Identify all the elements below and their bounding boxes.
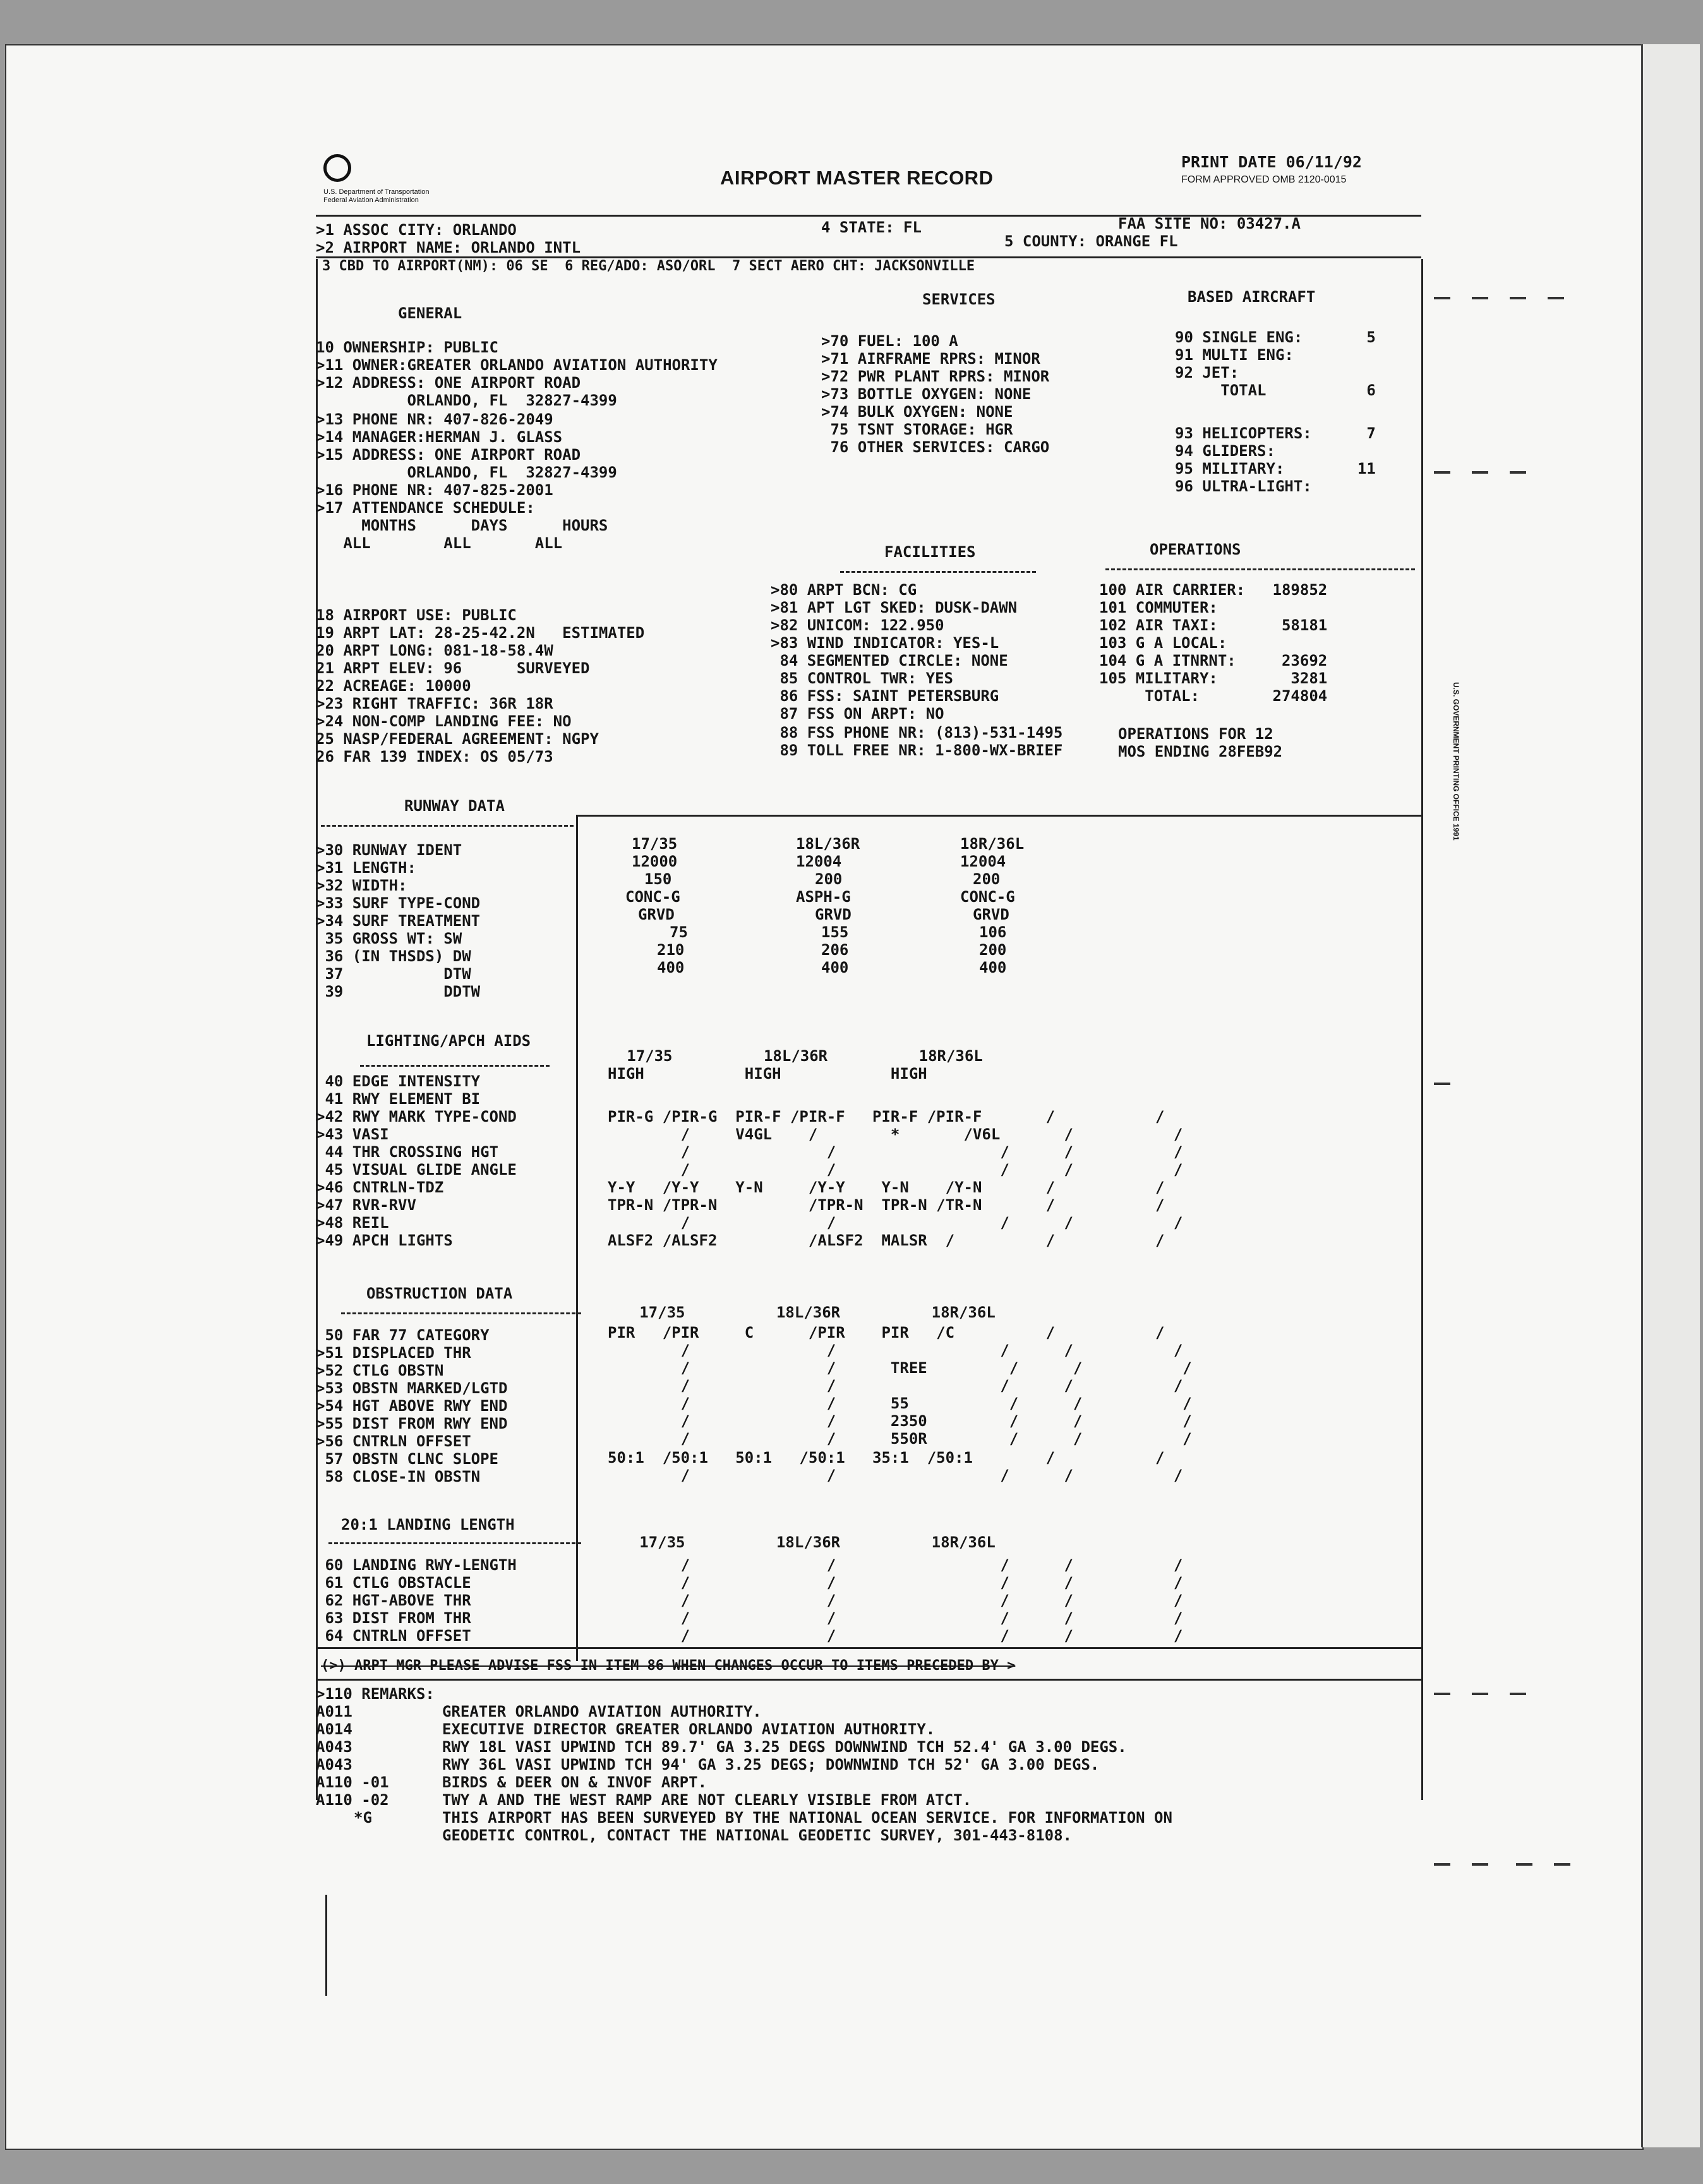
services-line: 76 OTHER SERVICES: CARGO	[821, 438, 1050, 456]
runway-table-left	[576, 815, 578, 1661]
services-line: >70 FUEL: 100 A	[821, 332, 958, 350]
runway-table-top	[576, 815, 1421, 817]
facilities-line: >83 WIND INDICATOR: YES-L	[771, 634, 999, 652]
print-date: PRINT DATE 06/11/92	[1181, 153, 1362, 171]
runway-label: 37 DTW	[316, 965, 471, 983]
runway-cell: GRVD	[638, 906, 675, 923]
runway-cell: 400	[821, 959, 849, 976]
scan-mark	[1434, 297, 1450, 299]
obstruction-row: / / / / /	[608, 1377, 1183, 1395]
general2-line: 20 ARPT LONG: 081-18-58.4W	[316, 642, 553, 659]
services-line: >73 BOTTLE OXYGEN: NONE	[821, 385, 1032, 403]
assoc-city: >1 ASSOC CITY: ORLANDO	[316, 221, 517, 239]
remark-text: BIRDS & DEER ON & INVOF ARPT.	[442, 1773, 707, 1791]
operations-underline	[1105, 568, 1415, 570]
scan-mark	[1434, 1863, 1450, 1866]
based-line: 93 HELICOPTERS: 7	[1175, 424, 1376, 442]
binder-edge	[1641, 44, 1700, 2147]
scan-mark	[1516, 1863, 1532, 1866]
services-heading: SERVICES	[922, 291, 996, 308]
operations-line: 104 G A ITNRNT: 23692	[1099, 652, 1328, 669]
remark-code: A011	[316, 1703, 352, 1720]
obstruction-row: / / / / /	[608, 1341, 1183, 1359]
landing-row: / / / / /	[608, 1574, 1183, 1592]
operations-line: 103 G A LOCAL:	[1099, 634, 1227, 652]
scan-mark	[1434, 471, 1450, 474]
scan-mark	[1510, 297, 1526, 299]
obstruction-label: >52 CTLG OBSTN	[316, 1362, 444, 1379]
obstruction-label: >53 OBSTN MARKED/LGTD	[316, 1379, 508, 1397]
scan-mark	[1472, 1863, 1488, 1866]
runway-cell: 106	[979, 923, 1007, 941]
runway-cell: 75	[670, 923, 688, 941]
runway-cell: 12004	[796, 853, 842, 870]
obstruction-column-heads: 17/35 18L/36R 18R/36L	[594, 1304, 996, 1321]
printing-office-note: U.S. GOVERNMENT PRINTING OFFICE 1991	[1452, 682, 1460, 841]
scan-mark	[1510, 1693, 1526, 1695]
obstruction-row: / / 55 / / /	[608, 1395, 1192, 1412]
landing-underline	[328, 1542, 581, 1544]
runway-label: >30 RUNWAY IDENT	[316, 841, 462, 859]
obstruction-row: / / / / /	[608, 1467, 1183, 1484]
lighting-row: / / / / /	[608, 1161, 1183, 1179]
operations-line: 101 COMMUTER:	[1099, 599, 1218, 616]
bottom-left-rule	[325, 1895, 327, 1996]
general-line: >12 ADDRESS: ONE AIRPORT ROAD	[316, 374, 581, 392]
landing-heading: 20:1 LANDING LENGTH	[341, 1516, 515, 1533]
general2-line: 21 ARPT ELEV: 96 SURVEYED	[316, 659, 590, 677]
facilities-line: >81 APT LGT SKED: DUSK-DAWN	[771, 599, 1018, 616]
services-line: >72 PWR PLANT RPRS: MINOR	[821, 368, 1050, 385]
runway-label: 35 GROSS WT: SW	[316, 930, 462, 947]
runway-cell: 17/35	[632, 835, 678, 853]
runway-cell: 210	[657, 941, 685, 959]
operations-heading: OPERATIONS	[1150, 541, 1241, 558]
services-line: 75 TSNT STORAGE: HGR	[821, 421, 1013, 438]
obstruction-row: / / TREE / / /	[608, 1359, 1192, 1377]
runway-cell: 200	[979, 941, 1007, 959]
runway-cell: GRVD	[815, 906, 852, 923]
based-line: 96 ULTRA-LIGHT:	[1175, 477, 1312, 495]
general-line: MONTHS DAYS HOURS	[316, 517, 608, 534]
runway-cell: CONC-G	[625, 888, 680, 906]
remark-code: A043	[316, 1738, 352, 1756]
based-aircraft-heading: BASED AIRCRAFT	[1188, 288, 1316, 306]
scan-mark	[1434, 1083, 1450, 1085]
notice-divider-bottom	[316, 1679, 1421, 1681]
faa-site-number: FAA SITE NO: 03427.A	[1118, 215, 1301, 232]
remark-code: A043	[316, 1756, 352, 1773]
facilities-line: 84 SEGMENTED CIRCLE: NONE	[771, 652, 1008, 669]
form-title: AIRPORT MASTER RECORD	[720, 167, 994, 189]
obstruction-label: >55 DIST FROM RWY END	[316, 1415, 508, 1432]
operations-line: MOS ENDING 28FEB92	[1118, 743, 1283, 760]
state: 4 STATE: FL	[821, 219, 922, 236]
remark-text: THIS AIRPORT HAS BEEN SURVEYED BY THE NATIONAL OCEAN SERVICE. FOR INFORMATION ON	[442, 1809, 1172, 1827]
obstruction-row: / / 550R / / /	[608, 1430, 1192, 1448]
general-line: >17 ATTENDANCE SCHEDULE:	[316, 499, 535, 517]
facilities-heading: FACILITIES	[884, 543, 976, 561]
runway-cell: 200	[973, 870, 1001, 888]
obstruction-label: 58 CLOSE-IN OBSTN	[316, 1468, 481, 1485]
runway-label: 39 DDTW	[316, 983, 481, 1000]
runway-cell: 200	[815, 870, 843, 888]
runway-label: >31 LENGTH:	[316, 859, 416, 877]
landing-row: / / / / /	[608, 1627, 1183, 1645]
lighting-underline	[360, 1065, 550, 1067]
facilities-line: 86 FSS: SAINT PETERSBURG	[771, 687, 999, 705]
notice-divider-top	[316, 1647, 1421, 1649]
obstruction-label: >54 HGT ABOVE RWY END	[316, 1397, 508, 1415]
facilities-line: 88 FSS PHONE NR: (813)-531-1495	[771, 724, 1063, 741]
scan-mark	[1554, 1863, 1570, 1866]
county: 5 COUNTY: ORANGE FL	[1004, 232, 1178, 250]
landing-label: 60 LANDING RWY-LENGTH	[316, 1556, 517, 1574]
frame-right	[1421, 259, 1423, 1800]
lighting-label: >43 VASI	[316, 1125, 389, 1143]
obstruction-row: / / 2350 / / /	[608, 1412, 1192, 1430]
remark-text: TWY A AND THE WEST RAMP ARE NOT CLEARLY VISIBLE FROM ATCT.	[442, 1791, 972, 1809]
remark-code: A014	[316, 1720, 352, 1738]
form-header	[316, 139, 1421, 217]
airport-master-record-form	[316, 139, 1428, 2002]
runway-label: >34 SURF TREATMENT	[316, 912, 481, 930]
runway-cell: 12000	[632, 853, 678, 870]
based-line: 90 SINGLE ENG: 5	[1175, 328, 1376, 346]
scan-mark	[1548, 297, 1564, 299]
lighting-label: >49 APCH LIGHTS	[316, 1232, 453, 1249]
remarks-heading: >110 REMARKS:	[316, 1685, 435, 1703]
based-line: 91 MULTI ENG:	[1175, 346, 1294, 364]
cbd-line: 3 CBD TO AIRPORT(NM): 06 SE 6 REG/ADO: ASO/ORL 7 SECT AERO CHT: JACKSONVILLE	[322, 258, 975, 274]
obstruction-label: 57 OBSTN CLNC SLOPE	[316, 1450, 498, 1468]
runway-cell: 12004	[960, 853, 1006, 870]
airport-name: >2 AIRPORT NAME: ORLANDO INTL	[316, 239, 581, 256]
runway-cell: 150	[644, 870, 672, 888]
scan-mark	[1472, 1693, 1488, 1695]
runway-cell: 206	[821, 941, 849, 959]
runway-cell: 18L/36R	[796, 835, 860, 853]
lighting-column-heads: 17/35 18L/36R 18R/36L	[581, 1047, 983, 1065]
general-line: ALL ALL ALL	[316, 534, 563, 552]
scan-mark	[1510, 471, 1526, 474]
based-line: 92 JET:	[1175, 364, 1239, 381]
based-line: TOTAL 6	[1175, 381, 1376, 399]
based-line: 95 MILITARY: 11	[1175, 460, 1376, 477]
remark-text: GREATER ORLANDO AVIATION AUTHORITY.	[442, 1703, 762, 1720]
general-line: >11 OWNER:GREATER ORLANDO AVIATION AUTHORITY	[316, 356, 718, 374]
lighting-row: HIGH HIGH HIGH	[608, 1065, 927, 1083]
general2-line: 18 AIRPORT USE: PUBLIC	[316, 606, 517, 624]
based-line: 94 GLIDERS:	[1175, 442, 1275, 460]
general2-line: 25 NASP/FEDERAL AGREEMENT: NGPY	[316, 730, 599, 748]
form-approved: FORM APPROVED OMB 2120-0015	[1181, 174, 1347, 185]
services-line: >71 AIRFRAME RPRS: MINOR	[821, 350, 1040, 368]
lighting-row: / / / / /	[608, 1214, 1183, 1232]
facilities-line: 89 TOLL FREE NR: 1-800-WX-BRIEF	[771, 741, 1063, 759]
lighting-label: 41 RWY ELEMENT BI	[316, 1090, 481, 1108]
facilities-line: >82 UNICOM: 122.950	[771, 616, 944, 634]
general2-line: >24 NON-COMP LANDING FEE: NO	[316, 712, 572, 730]
lighting-label: 40 EDGE INTENSITY	[316, 1072, 481, 1090]
general2-line: 26 FAR 139 INDEX: OS 05/73	[316, 748, 553, 765]
manager-notice: (>) ARPT MGR PLEASE ADVISE FSS IN ITEM 86 WHEN CHANGES OCCUR TO ITEMS PRECEDED BY >	[321, 1658, 1016, 1674]
remark-text: EXECUTIVE DIRECTOR GREATER ORLANDO AVIATION AUTHORITY.	[442, 1720, 936, 1738]
remark-code: A110 -01	[316, 1773, 389, 1791]
general-line: >15 ADDRESS: ONE AIRPORT ROAD	[316, 446, 581, 464]
general2-line: >23 RIGHT TRAFFIC: 36R 18R	[316, 695, 553, 712]
operations-line: TOTAL: 274804	[1099, 687, 1328, 705]
agency-name: U.S. Department of Transportation Federal Aviation Administration	[323, 188, 430, 204]
runway-cell: ASPH-G	[796, 888, 851, 906]
lighting-label: 45 VISUAL GLIDE ANGLE	[316, 1161, 517, 1179]
operations-line: 100 AIR CARRIER: 189852	[1099, 581, 1328, 599]
facilities-line: 87 FSS ON ARPT: NO	[771, 705, 944, 723]
general-heading: GENERAL	[398, 304, 462, 322]
obstruction-label: 50 FAR 77 CATEGORY	[316, 1326, 490, 1344]
lighting-row: Y-Y /Y-Y Y-N /Y-Y Y-N /Y-N / /	[608, 1179, 1165, 1196]
lighting-label: >48 REIL	[316, 1214, 389, 1232]
remark-text: RWY 36L VASI UPWIND TCH 94' GA 3.25 DEGS; DOWNWIND TCH 52' GA 3.00 DEGS.	[442, 1756, 1100, 1773]
runway-underline	[321, 825, 574, 827]
landing-row: / / / / /	[608, 1556, 1183, 1574]
landing-row: / / / / /	[608, 1609, 1183, 1627]
facilities-underline	[840, 571, 1036, 573]
lighting-row: PIR-G /PIR-G PIR-F /PIR-F PIR-F /PIR-F / /	[608, 1108, 1165, 1125]
runway-cell: GRVD	[973, 906, 1009, 923]
landing-label: 62 HGT-ABOVE THR	[316, 1592, 471, 1609]
landing-label: 61 CTLG OBSTACLE	[316, 1574, 471, 1592]
facilities-line: 85 CONTROL TWR: YES	[771, 669, 953, 687]
lighting-row: ALSF2 /ALSF2 /ALSF2 MALSR / / /	[608, 1232, 1165, 1249]
runway-label: >32 WIDTH:	[316, 877, 407, 894]
general2-line: 22 ACREAGE: 10000	[316, 677, 471, 695]
obstruction-heading: OBSTRUCTION DATA	[366, 1285, 513, 1302]
general-line: 10 OWNERSHIP: PUBLIC	[316, 339, 498, 356]
remark-text: GEODETIC CONTROL, CONTACT THE NATIONAL GEODETIC SURVEY, 301-443-8108.	[442, 1827, 1072, 1844]
general-line: >14 MANAGER:HERMAN J. GLASS	[316, 428, 563, 446]
landing-column-heads: 17/35 18L/36R 18R/36L	[594, 1533, 996, 1551]
operations-line: 105 MILITARY: 3281	[1099, 669, 1328, 687]
general2-line: 19 ARPT LAT: 28-25-42.2N ESTIMATED	[316, 624, 645, 642]
obstruction-label: >56 CNTRLN OFFSET	[316, 1432, 471, 1450]
remark-code: *G	[354, 1809, 372, 1827]
lighting-label: >46 CNTRLN-TDZ	[316, 1179, 444, 1196]
lighting-row: / / / / /	[608, 1143, 1183, 1161]
runway-cell: 400	[657, 959, 685, 976]
general-line: ORLANDO, FL 32827-4399	[316, 464, 617, 481]
scan-mark	[1472, 471, 1488, 474]
general-line: ORLANDO, FL 32827-4399	[316, 392, 617, 409]
operations-line: 102 AIR TAXI: 58181	[1099, 616, 1328, 634]
operations-line: OPERATIONS FOR 12	[1118, 725, 1273, 743]
runway-cell: 155	[821, 923, 849, 941]
obstruction-label: >51 DISPLACED THR	[316, 1344, 471, 1362]
remark-code: A110 -02	[316, 1791, 389, 1809]
runway-label: 36 (IN THSDS) DW	[316, 947, 471, 965]
obstruction-row: 50:1 /50:1 50:1 /50:1 35:1 /50:1 / /	[608, 1449, 1165, 1467]
landing-row: / / / / /	[608, 1592, 1183, 1609]
lighting-label: 44 THR CROSSING HGT	[316, 1143, 498, 1161]
runway-cell: 18R/36L	[960, 835, 1025, 853]
scan-mark	[1434, 1693, 1450, 1695]
dot-logo-icon	[323, 154, 351, 182]
obstruction-underline	[341, 1312, 581, 1314]
remark-text: RWY 18L VASI UPWIND TCH 89.7' GA 3.25 DEGS DOWNWIND TCH 52.4' GA 3.00 DEGS.	[442, 1738, 1127, 1756]
general-line: >13 PHONE NR: 407-826-2049	[316, 411, 553, 428]
landing-label: 64 CNTRLN OFFSET	[316, 1627, 471, 1645]
obstruction-row: PIR /PIR C /PIR PIR /C / /	[608, 1324, 1165, 1341]
lighting-heading: LIGHTING/APCH AIDS	[366, 1032, 531, 1050]
runway-cell: 400	[979, 959, 1007, 976]
lighting-row: TPR-N /TPR-N /TPR-N TPR-N /TR-N / /	[608, 1196, 1165, 1214]
scan-mark	[1472, 297, 1488, 299]
general-line: >16 PHONE NR: 407-825-2001	[316, 481, 553, 499]
landing-label: 63 DIST FROM THR	[316, 1609, 471, 1627]
runway-label: >33 SURF TYPE-COND	[316, 894, 481, 912]
runway-cell: CONC-G	[960, 888, 1015, 906]
lighting-label: >47 RVR-RVV	[316, 1196, 416, 1214]
facilities-line: >80 ARPT BCN: CG	[771, 581, 917, 599]
lighting-label: >42 RWY MARK TYPE-COND	[316, 1108, 517, 1125]
services-line: >74 BULK OXYGEN: NONE	[821, 403, 1013, 421]
runway-heading: RUNWAY DATA	[404, 797, 505, 815]
lighting-row: / V4GL / * /V6L / /	[608, 1125, 1183, 1143]
